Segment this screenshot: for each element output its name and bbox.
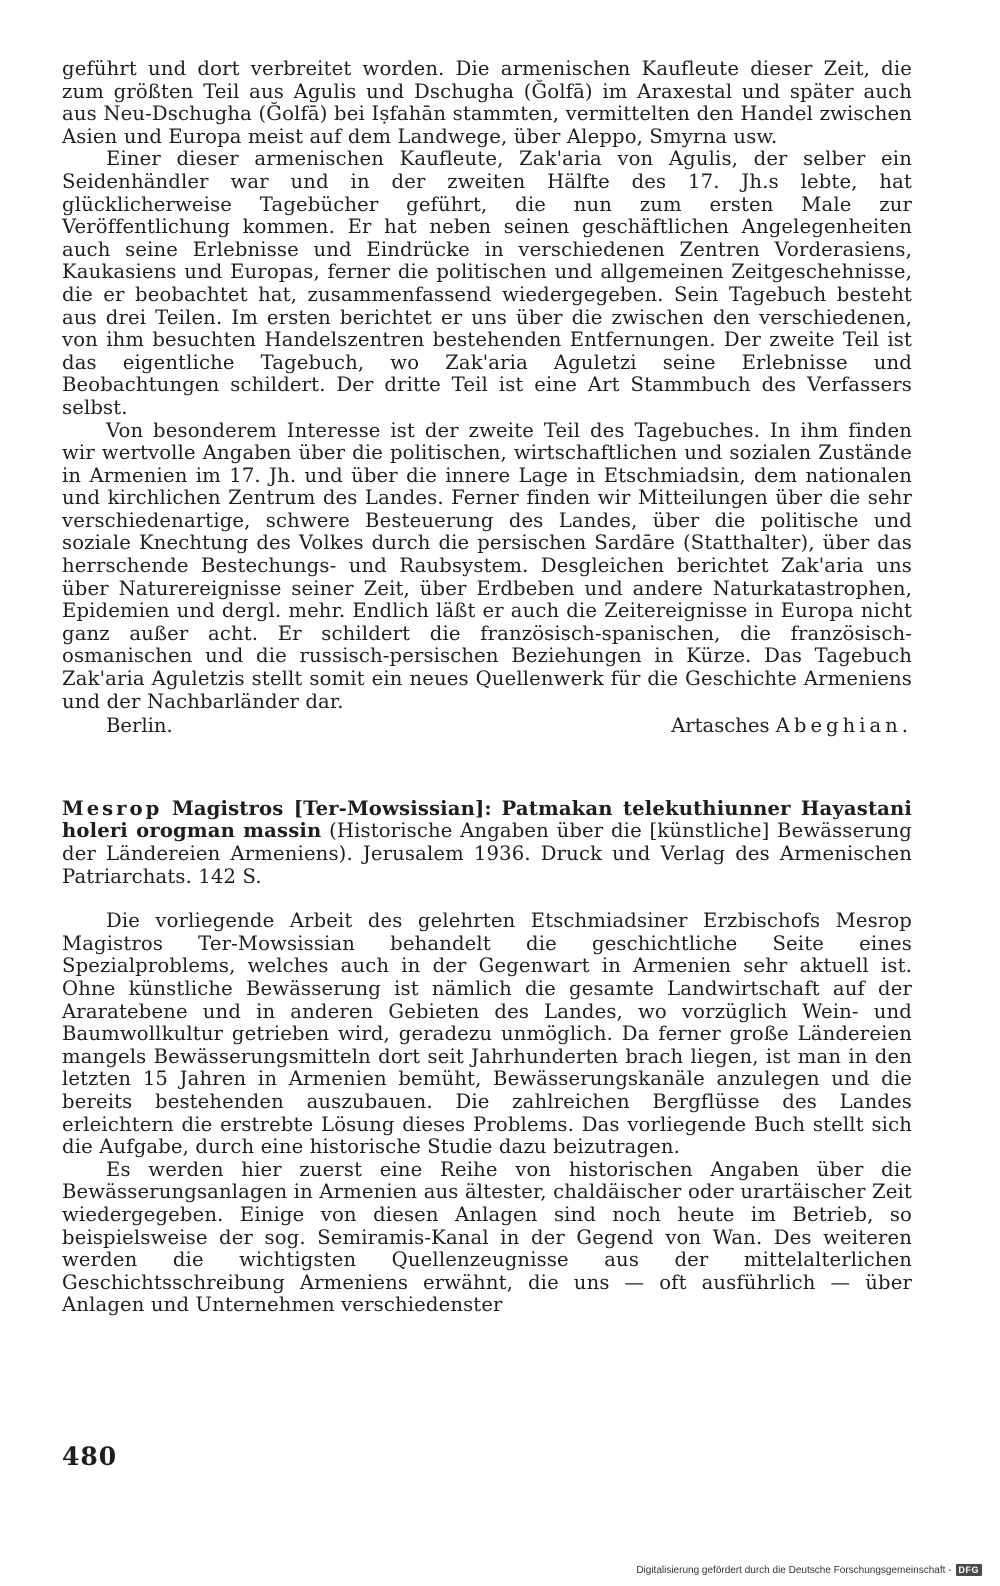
paragraph-1: geführt und dort verbreitet worden. Die armenischen Kaufleute dieser Zeit, die zum größten Teil aus Agulis und Dschugha (Ğolfā) im Araxestal und später auch aus Neu-Dschugha (Ğolfā) bei Iṣfahān stammten, vermittelten den Handel zwischen Asien und Europa meist auf dem Landwege, über Aleppo, Smyrna usw. <box>62 57 912 148</box>
second-review-body <box>62 910 912 1317</box>
footer-text: Digitalisierung gefördert durch die Deutsche Forschungsgemeinschaft - <box>636 1564 952 1576</box>
page-number: 480 <box>62 1442 118 1471</box>
signature-last-name: Abeghian. <box>775 714 912 738</box>
paragraph-5: Es werden hier zuerst eine Reihe von historischen Angaben über die Bewässerungsanlagen in Armenien aus ältester, chaldäischer oder urartäischer Zeit wiedergegeben. Einige von diesen Anlagen sind noch heute im Betrieb, so beispielsweise der sog. Semiramis-Kanal in der Gegend von Wan. Des weiteren werden die wichtigsten Quellenzeugnisse aus der mittelalterlichen Geschichtsschreibung Armeniens erwähnt, die uns — oft ausführlich — über Anlagen und Unternehmen verschiedenster <box>62 1157 912 1317</box>
review-bibliography: (Historische Angaben über die [künstliche] Bewässerung der Ländereien Armeniens). Jerusalem 1936. Druck und Verlag des Armenischen Patriarchats. 142 S. <box>62 819 912 888</box>
signature <box>62 715 912 738</box>
page-content <box>62 58 912 1317</box>
review-book-title: Patmakan telekuthiunner Hayastani holeri orogman massin <box>62 796 912 843</box>
paragraph-3: Von besonderem Interesse ist der zweite Teil des Tagebuches. In ihm finden wir wertvolle Angaben über die politischen, wirtschaftlichen und sozialen Zustände in Armenien im 17. Jh. und über die innere Lage in Etschmiadsin, dem nationalen und kirchlichen Zentrum des Landes. Ferner finden wir Mitteilungen über die sehr verschiedenartige, schwere Besteuerung des Landes, über die politische und soziale Knechtung des Volkes durch die persischen Sardāre (Statthalter), über das herrschende Bestechungs- und Raubsystem. Desgleichen berichtet Zak'aria uns über Naturereignisse seiner Zeit, über Erdbeben und andere Naturkatastrophen, Epidemien und dergl. mehr. Endlich läßt er auch die Zeitereignisse in Europa nicht ganz außer acht. Er schildert die französisch-spanischen, die französisch-osmanischen und die russisch-persischen Beziehungen in Kürze. Das Tagebuch Zak'aria Aguletzis stellt somit ein neues Quellenwerk für die Geschichte Armeniens und der Nachbarländer dar. <box>62 418 912 713</box>
signature-first-name: Artasches <box>671 714 770 738</box>
first-review <box>62 58 912 738</box>
second-review-heading <box>62 798 912 888</box>
signature-author <box>671 715 912 738</box>
signature-place: Berlin. <box>106 714 173 738</box>
paragraph-4: Die vorliegende Arbeit des gelehrten Etschmiadsiner Erzbischofs Mesrop Magistros Ter-Mowsissian behandelt die geschichtliche Seite eines Spezialproblems, welches auch in der Gegenwart in Armenien sehr aktuell ist. Ohne künstliche Bewässerung ist nämlich die gesamte Landwirtschaft auf der Araratebene und in anderen Gebieten des Landes, wo vorzüglich Wein- und Baumwollkultur getrieben wird, geradezu unmöglich. Da ferner große Ländereien mangels Bewässerungsmitteln dort seit Jahrhunderten brach liegen, ist man in den letzten 15 Jahren in Armenien bemüht, Bewässerungskanäle anzulegen und die bereits bestehenden auszubauen. Die zahlreichen Bergflüsse des Landes erleichtern die erstrebte Lösung dieses Problems. Das vorliegende Buch stellt sich die Aufgabe, durch eine historische Studie dazu beizutragen. <box>62 909 912 1159</box>
paragraph-2: Einer dieser armenischen Kaufleute, Zak'aria von Agulis, der selber ein Seidenhändler war und in der zweiten Hälfte des 17. Jh.s lebte, hat glücklicherweise Tagebücher geführt, die nun zum ersten Male zur Veröffentlichung kommen. Er hat neben seinen geschäftlichen Angelegenheiten auch seine Erlebnisse und Eindrücke in verschiedenen Zentren Vorderasiens, Kaukasiens und Europas, ferner die politischen und allgemeinen Zeitgeschehnisse, die er beobachtet hat, zusammenfassend wiedergegeben. Sein Tagebuch besteht aus drei Teilen. Im ersten berichtet er uns über die zwischen den verschiedenen, von ihm besuchten Handelszentren bestehenden Entfernungen. Der zweite Teil ist das eigentliche Tagebuch, wo Zak'aria Aguletzi seine Erlebnisse und Beobachtungen schildert. Der dritte Teil ist eine Art Stammbuch des Verfassers selbst. <box>62 147 912 419</box>
review-author-name: Magistros [Ter-Mowsissian]: <box>172 796 492 820</box>
dfg-logo: DFG <box>956 1564 983 1576</box>
review-citation <box>62 798 912 888</box>
footer <box>636 1564 982 1576</box>
review-author: Mesrop <box>62 796 163 820</box>
